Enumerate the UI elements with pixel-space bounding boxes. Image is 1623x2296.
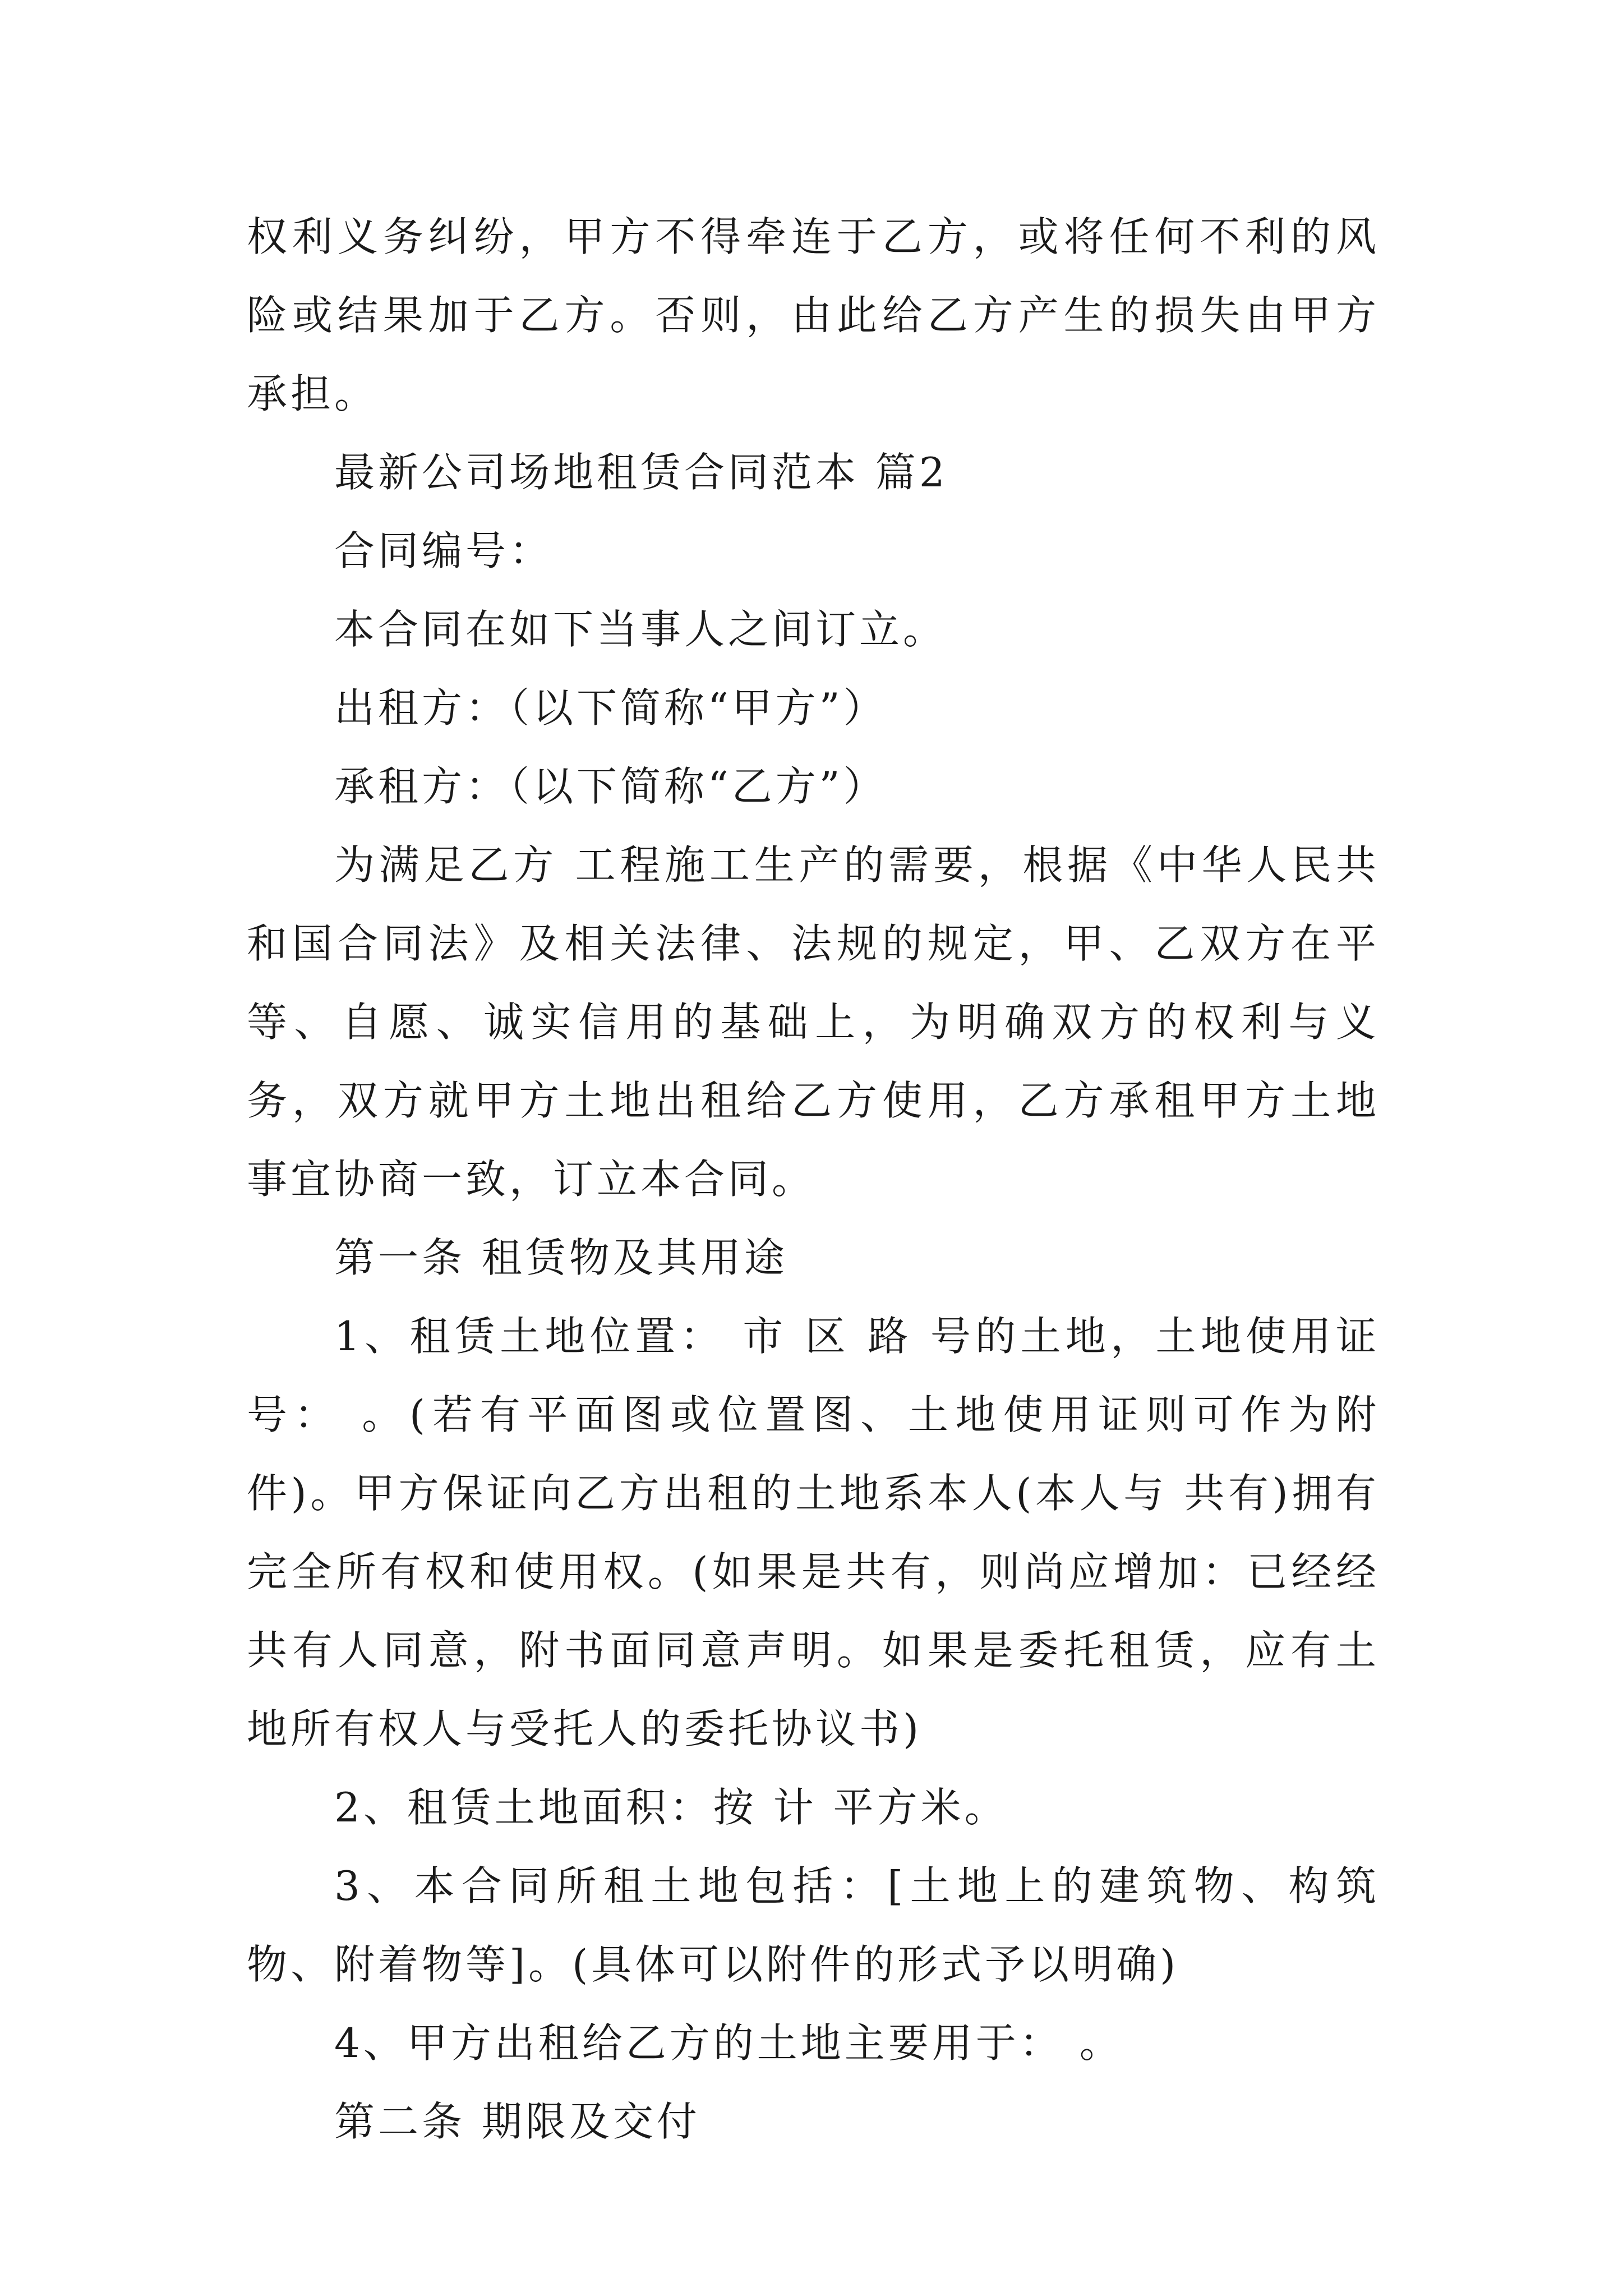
clause-1-2: 2、租赁土地面积：按 计 平方米。 — [334, 1784, 1008, 1831]
clause-1-4: 4、甲方出租给乙方的土地主要用于： 。 — [334, 2019, 1123, 2067]
document-body — [247, 197, 1380, 2161]
article-1-heading: 第一条 租赁物及其用途 — [334, 1234, 788, 1281]
preamble-paragraph: 为满足乙方 工程施工生产的需要，根据《中华人民共和国合同法》及相关法律、法规的规定，甲、乙双方在平等、自愿、诚实信用的基础上，为明确双方的权利与义务，双方就甲方土地出租给乙方使用，乙方承租甲方土地事宜协商一致，订立本合同。 — [247, 841, 1380, 1203]
paragraph-1: 权利义务纠纷，甲方不得牵连于乙方，或将任何不利的风险或结果加于乙方。否则，由此给乙方产生的损失由甲方承担。 — [247, 213, 1380, 417]
lessee-line: 承租方：（以下简称“乙方”） — [334, 763, 887, 810]
lessor-line: 出租方：（以下简称“甲方”） — [334, 684, 887, 731]
contract-number: 合同编号： — [334, 527, 554, 574]
article-2-heading: 第二条 期限及交付 — [334, 2098, 700, 2145]
clause-1-1: 1、租赁土地位置： 市 区 路 号的土地，土地使用证号： 。(若有平面图或位置图、土地使用证则可作为附件)。甲方保证向乙方出租的土地系本人(本人与 共有)拥有完全所有权和使用权。(如果是共有，则尚应增加：已经经共有人同意，附书面同意声明。如果是委托租赁，应有土地所有权人与受托人的委托协议书) — [247, 1313, 1380, 1752]
section-title: 最新公司场地租赁合同范本 篇2 — [334, 449, 948, 496]
clause-1-3: 3、本合同所租土地包括：[土地上的建筑物、构筑物、附着物等]。(具体可以附件的形式予以明确) — [247, 1862, 1380, 1988]
parties-intro: 本合同在如下当事人之间订立。 — [334, 606, 947, 653]
